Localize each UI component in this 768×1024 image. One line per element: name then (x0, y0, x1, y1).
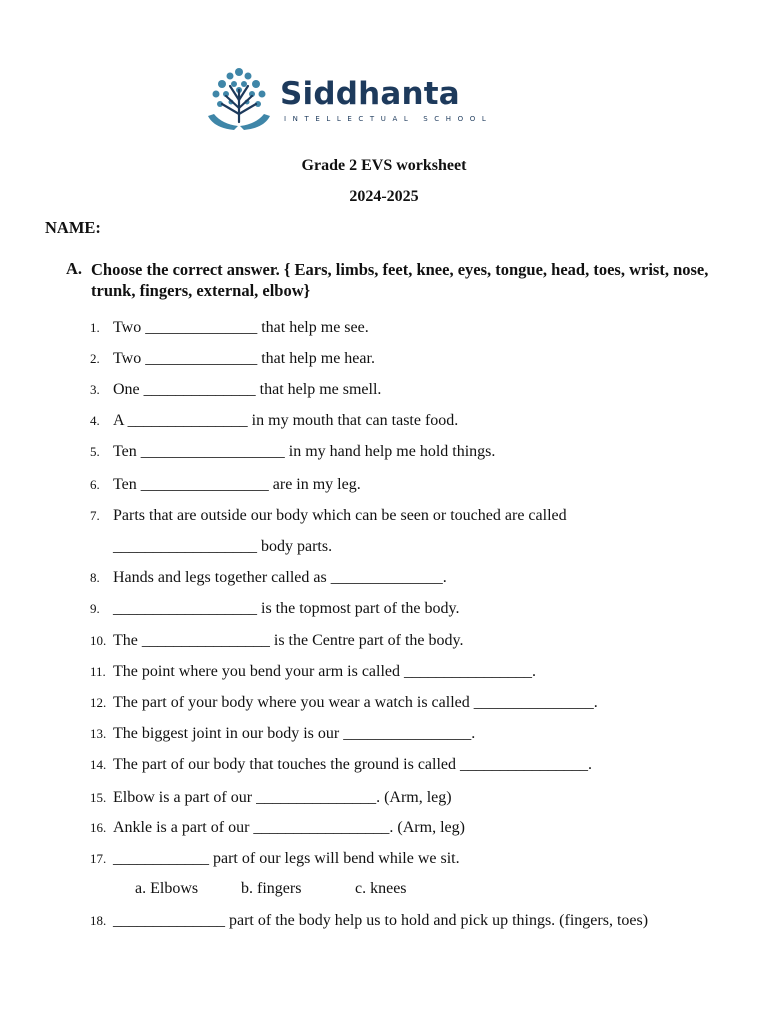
question-text: __________________ is the topmost part of the body. (113, 600, 460, 617)
question-number: 6. (90, 477, 100, 492)
question-number: 9. (90, 601, 100, 616)
question-number: 12. (90, 695, 107, 710)
school-logo (204, 62, 493, 142)
question-12 (90, 694, 750, 712)
question-text: One ______________ that help me smell. (113, 381, 382, 398)
question-18 (90, 912, 750, 930)
question-number: 2. (90, 351, 100, 366)
question-2 (90, 350, 750, 368)
worksheet-title: Grade 2 EVS worksheet (301, 157, 467, 174)
school-name: Siddhanta (280, 76, 460, 112)
question-text: ______________ part of the body help us to hold and pick up things. (fingers, toes) (113, 912, 649, 929)
question-9 (90, 600, 750, 618)
section-instruction: Choose the correct answer. { Ears, limbs, feet, knee, eyes, tongue, head, toes, wrist, nose, trunk, fingers, external, elbow} (91, 260, 709, 300)
question-number: 3. (90, 382, 100, 397)
q17-option-a: a. Elbows (135, 880, 199, 897)
q17-option-b: b. fingers (241, 880, 302, 897)
question-8 (90, 569, 750, 587)
question-number: 5. (90, 444, 100, 459)
question-16 (90, 819, 750, 837)
question-number: 15. (90, 790, 107, 805)
question-text: __________________ body parts. (113, 538, 333, 555)
question-text: Parts that are outside our body which can be seen or touched are called (113, 507, 567, 524)
question-number: 7. (90, 508, 100, 523)
question-number: 8. (90, 570, 100, 585)
section-letter: A. (66, 259, 83, 278)
question-number: 17. (90, 851, 107, 866)
question-text: Two ______________ that help me hear. (113, 350, 375, 367)
name-label: NAME: (45, 218, 101, 237)
question-number: 10. (90, 633, 107, 648)
q17-option-c: c. knees (355, 880, 407, 897)
question-text: ____________ part of our legs will bend while we sit. (113, 850, 460, 867)
question-4 (90, 412, 750, 430)
question-text: Ten __________________ in my hand help me hold things. (113, 443, 496, 460)
question-10 (90, 632, 750, 650)
question-6 (90, 476, 750, 494)
question-text: The biggest joint in our body is our ________________. (113, 725, 476, 742)
question-number: 16. (90, 820, 107, 835)
question-5 (90, 443, 750, 461)
question-11 (90, 663, 750, 681)
question-1 (90, 319, 750, 337)
question-number: 13. (90, 726, 107, 741)
question-text: A _______________ in my mouth that can taste food. (113, 412, 459, 429)
school-subtitle: INTELLECTUAL SCHOOL (284, 115, 493, 123)
question-text: The part of your body where you wear a watch is called _______________. (113, 694, 598, 711)
question-number: 11. (90, 664, 106, 679)
question-3 (90, 381, 750, 399)
question-text: Ankle is a part of our _________________. (Arm, leg) (113, 819, 465, 836)
tree-hands-logo-icon (204, 62, 274, 138)
question-14 (90, 756, 750, 774)
question-13 (90, 725, 750, 743)
question-number: 14. (90, 757, 107, 772)
question-text: Two ______________ that help me see. (113, 319, 369, 336)
academic-year: 2024-2025 (349, 188, 419, 205)
question-text: The point where you bend your arm is called ________________. (113, 663, 537, 680)
question-number: 18. (90, 913, 107, 928)
question-number: 1. (90, 320, 100, 335)
question-7 (90, 507, 750, 525)
question-text: The part of our body that touches the ground is called ________________. (113, 756, 593, 773)
question-15 (90, 789, 750, 807)
question-text: The ________________ is the Centre part of the body. (113, 632, 464, 649)
question-number: 4. (90, 413, 100, 428)
question-text: Ten ________________ are in my leg. (113, 476, 361, 493)
question-text: Elbow is a part of our _______________. (Arm, leg) (113, 789, 452, 806)
question-text: Hands and legs together called as ______________. (113, 569, 447, 586)
question-17 (90, 850, 750, 868)
question-7-continued (113, 538, 768, 556)
